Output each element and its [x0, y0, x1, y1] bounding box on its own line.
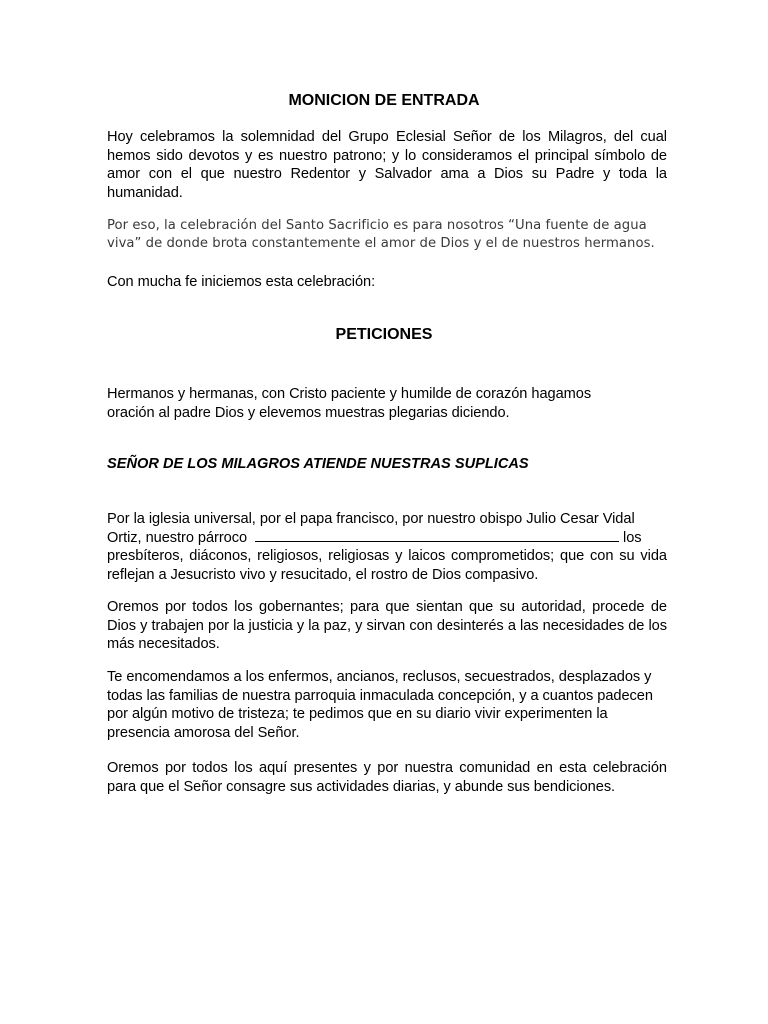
peticion-1-line-2-start: Ortiz, nuestro párroco [107, 529, 248, 546]
peticiones-refrain: SEÑOR DE LOS MILAGROS ATIENDE NUESTRAS SUPLICAS [107, 456, 529, 472]
peticiones-title: PETICIONES [335, 326, 433, 343]
monicion-paragraph-2-line-1: Por eso, la celebración del Santo Sacrificio es para nosotros “Una fuente de agua [107, 218, 647, 233]
monicion-paragraph-2 [107, 217, 667, 253]
peticion-1-line-2-end: los [623, 529, 642, 546]
peticion-2: Oremos por todos los gobernantes; para que sientan que su autoridad, procede de Dios y trabajen por la justicia y la paz, y sirvan con desinterés a las necesidades de los más necesitados. [107, 599, 667, 652]
peticion-1 [107, 510, 667, 584]
monicion-paragraph-3: Con mucha fe iniciemos esta celebración: [107, 274, 376, 290]
peticion-4: Oremos por todos los aquí presentes y por nuestra comunidad en esta celebración para que el Señor consagre sus actividades diarias, y abunde sus bendiciones. [107, 760, 667, 795]
peticion-3: Te encomendamos a los enfermos, ancianos, reclusos, secuestrados, desplazados y todas las familias de nuestra parroquia inmaculada concepción, y a cuantos padecen por algún motivo de tristeza; te pedimos que en su diario vivir experimenten la presencia amorosa del Señor. [107, 669, 653, 741]
peticion-1-line-1: Por la iglesia universal, por el papa francisco, por nuestro obispo Julio Cesar Vidal [107, 511, 635, 527]
peticiones-intro: Hermanos y hermanas, con Cristo paciente y humilde de corazón hagamos oración al padre Dios y elevemos muestras plegarias diciendo. [107, 386, 592, 421]
parroco-name-blank [255, 529, 619, 542]
monicion-title: MONICION DE ENTRADA [288, 92, 480, 109]
peticion-1-line-2 [107, 529, 667, 548]
monicion-paragraph-2-line-2: viva” de donde brota constantemente el amor de Dios y el de nuestros hermanos. [107, 236, 655, 251]
peticion-1-rest: presbíteros, diáconos, religiosos, religiosas y laicos comprometidos; que con su vida reflejan a Jesucristo vivo y resucitado, el rostro de Dios compasivo. [107, 548, 667, 583]
monicion-paragraph-1: Hoy celebramos la solemnidad del Grupo Eclesial Señor de los Milagros, del cual hemos sido devotos y es nuestro patrono; y lo consideramos el principal símbolo de amor con el que nuestro Redentor y Salvador ama a Dios su Padre y toda la humanidad. [107, 129, 667, 201]
